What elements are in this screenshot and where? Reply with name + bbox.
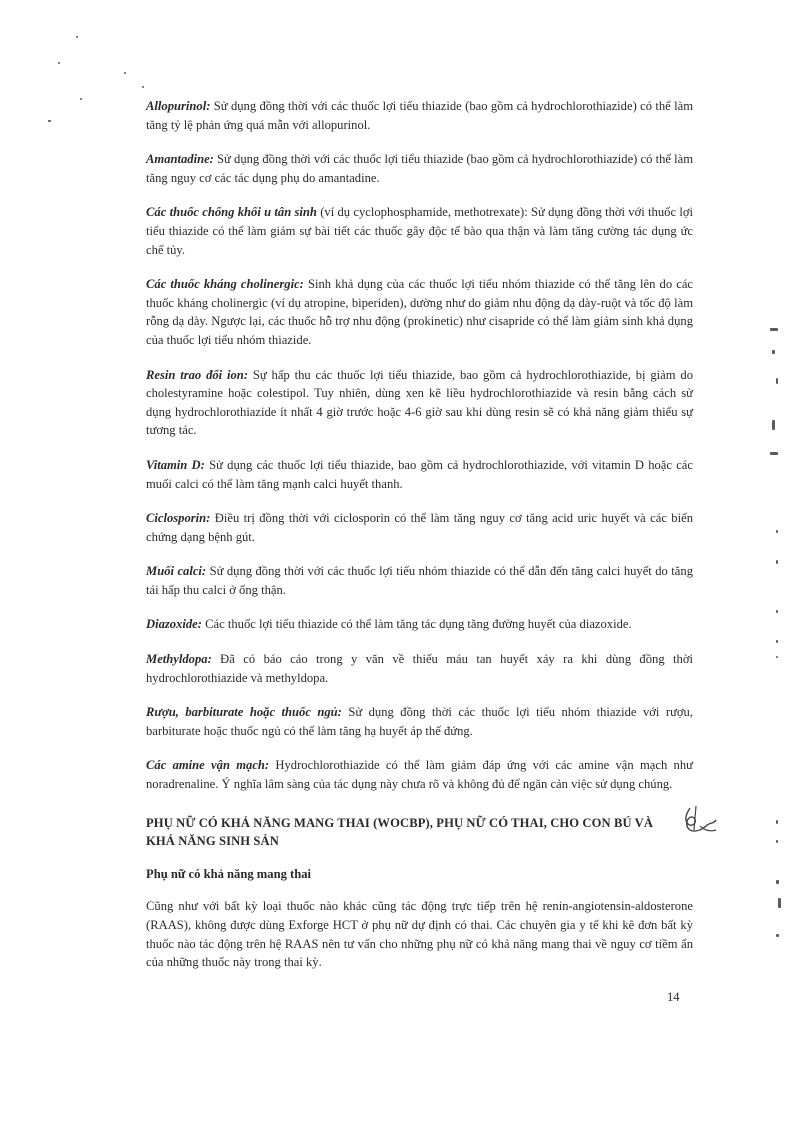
interaction-paragraph (146, 562, 693, 599)
drug-term: Amantadine: (146, 152, 214, 167)
section-body: Cũng như với bất kỳ loại thuốc nào khác cũng tác động trực tiếp trên hệ renin-angiotensin-aldosterone (RAAS), không được dùng Exforge HCT ở phụ nữ dự định có thai. Các chuyên gia y tế khi kê đơn bất kỳ thuốc nào tác động trên hệ RAAS nên tư vấn cho những phụ nữ có khả năng mang thai về nguy cơ tiềm ẩn của những thuốc này trong thai kỳ. (146, 899, 693, 970)
interaction-paragraph (146, 366, 693, 440)
drug-term: Ciclosporin: (146, 511, 211, 526)
interaction-text: Sử dụng đồng thời với các thuốc lợi tiểu nhóm thiazide có thể dẫn đến tăng calci huyết do tăng tái hấp thu calci ở ống thận. (146, 564, 693, 597)
scan-speck (776, 880, 779, 884)
interaction-text: Sử dụng đồng thời với các thuốc lợi tiểu thiazide (bao gồm cả hydrochlorothiazide) có thể làm tăng nguy cơ các tác dụng phụ do amantadine. (146, 152, 693, 185)
interaction-paragraph (146, 703, 693, 740)
scan-speck (76, 36, 78, 38)
scan-speck (770, 452, 778, 455)
drug-term: Allopurinol: (146, 99, 211, 113)
interaction-text: (ví dụ cyclophosphamide, methotrexate): Sử dụng đồng thời với thuốc lợi tiểu thiazide có thể làm giảm sự bài tiết các thuốc gây độc tế bào qua thận và làm tăng cường tác dụng ức chế tủy. (146, 205, 693, 257)
scan-speck (776, 934, 779, 937)
interaction-text: Hydrochlorothiazide có thể làm giảm đáp ứng với các amine vận mạch như noradrenaline. Ý nghĩa lâm sàng của tác dụng này chưa rõ và không đủ để ngăn cản việc sử dụng chúng. (146, 758, 693, 792)
interaction-paragraph (146, 150, 693, 187)
scan-speck (776, 640, 778, 643)
scan-speck (776, 820, 778, 824)
interaction-text: Sự hấp thu các thuốc lợi tiểu thiazide, bao gồm cả hydrochlorothiazide, bị giảm do cholestyramine hoặc colestipol. Tuy nhiên, dùng xen kẽ liều hydrochlorothiazide và resin bằng cách sử dụng hydrochlorothiazide ít nhất 4 giờ trước hoặc 4-6 giờ sau khi dùng resin sẽ có khả năng giảm thiểu sự tương tác. (146, 367, 693, 438)
scan-speck (776, 530, 778, 533)
interaction-text: Sử dụng đồng thời với các thuốc lợi tiểu thiazide (bao gồm cả hydrochlorothiazide) có thể làm tăng tỷ lệ phản ứng quá mẫn với allopurinol. (146, 99, 693, 132)
drug-term: Rượu, barbiturate hoặc thuốc ngủ: (146, 705, 342, 720)
drug-term: Các thuốc kháng cholinergic: (146, 277, 304, 292)
scan-speck (776, 560, 778, 564)
drug-term: Vitamin D: (146, 457, 205, 472)
interaction-text: Điều trị đồng thời với ciclosporin có thể làm tăng nguy cơ tăng acid uric huyết và các biến chứng dạng bệnh gút. (146, 511, 693, 544)
interaction-list (146, 97, 693, 794)
scan-speck (770, 328, 778, 331)
interaction-paragraph (146, 509, 693, 546)
signature-mark (676, 804, 720, 838)
drug-term: Các thuốc chống khối u tân sinh (146, 205, 317, 220)
interaction-paragraph (146, 650, 693, 687)
scan-speck (80, 98, 82, 100)
interaction-text: Đã có báo cáo trong y văn về thiếu máu tan huyết xảy ra khi dùng đồng thời hydrochlorothiazide và methyldopa. (146, 652, 693, 685)
section-heading: PHỤ NỮ CÓ KHẢ NĂNG MANG THAI (WOCBP), PHỤ NỮ CÓ THAI, CHO CON BÚ VÀ KHẢ NĂNG SINH SẢN (146, 815, 654, 849)
interaction-paragraph (146, 756, 693, 793)
drug-term: Muối calci: (146, 564, 207, 579)
drug-term: Methyldopa: (146, 652, 212, 667)
interaction-paragraph (146, 275, 693, 349)
document-body (146, 97, 693, 988)
scan-speck (142, 86, 144, 88)
drug-term: Diazoxide: (146, 617, 202, 632)
interaction-paragraph (146, 203, 693, 259)
scan-speck (124, 72, 126, 74)
interaction-paragraph (146, 615, 693, 634)
interaction-paragraph (146, 456, 693, 493)
drug-term: Resin trao đổi ion: (146, 367, 249, 382)
scan-speck (776, 378, 778, 384)
interaction-text: Sử dụng các thuốc lợi tiểu thiazide, bao gồm cả hydrochlorothiazide, với vitamin D hoặc các muối calci có thể làm tăng mạnh calci huyết thanh. (146, 457, 693, 491)
interaction-text: Sinh khả dụng của các thuốc lợi tiểu nhóm thiazide có thể tăng lên do các thuốc kháng cholinergic (ví dụ atropine, biperiden), dường như do giảm nhu động dạ dày-ruột và tốc độ làm rỗng dạ dày. Ngược lại, các thuốc hỗ trợ nhu động (prokinetic) như cisapride có thể làm giảm sinh khả dụng của thuốc lợi tiểu nhóm thiazide. (146, 277, 693, 347)
subsection-heading: Phụ nữ có khả năng mang thai (146, 866, 312, 881)
page-number: 14 (667, 990, 680, 1004)
interaction-text: Các thuốc lợi tiểu thiazide có thể làm tăng tác dụng tăng đường huyết của diazoxide. (201, 617, 632, 632)
drug-term: Các amine vận mạch: (146, 758, 270, 773)
scan-speck (772, 420, 775, 430)
interaction-text: Sử dụng đồng thời các thuốc lợi tiểu nhóm thiazide với rượu, barbiturate hoặc thuốc ngủ có thể làm tăng hạ huyết áp thế đứng. (146, 705, 694, 738)
scan-speck (776, 656, 778, 658)
scan-speck (48, 120, 51, 122)
scan-speck (776, 610, 778, 613)
scan-speck (778, 898, 781, 908)
scan-speck (772, 350, 775, 354)
scan-speck (776, 840, 778, 843)
scan-speck (58, 62, 60, 64)
interaction-paragraph (146, 97, 693, 134)
